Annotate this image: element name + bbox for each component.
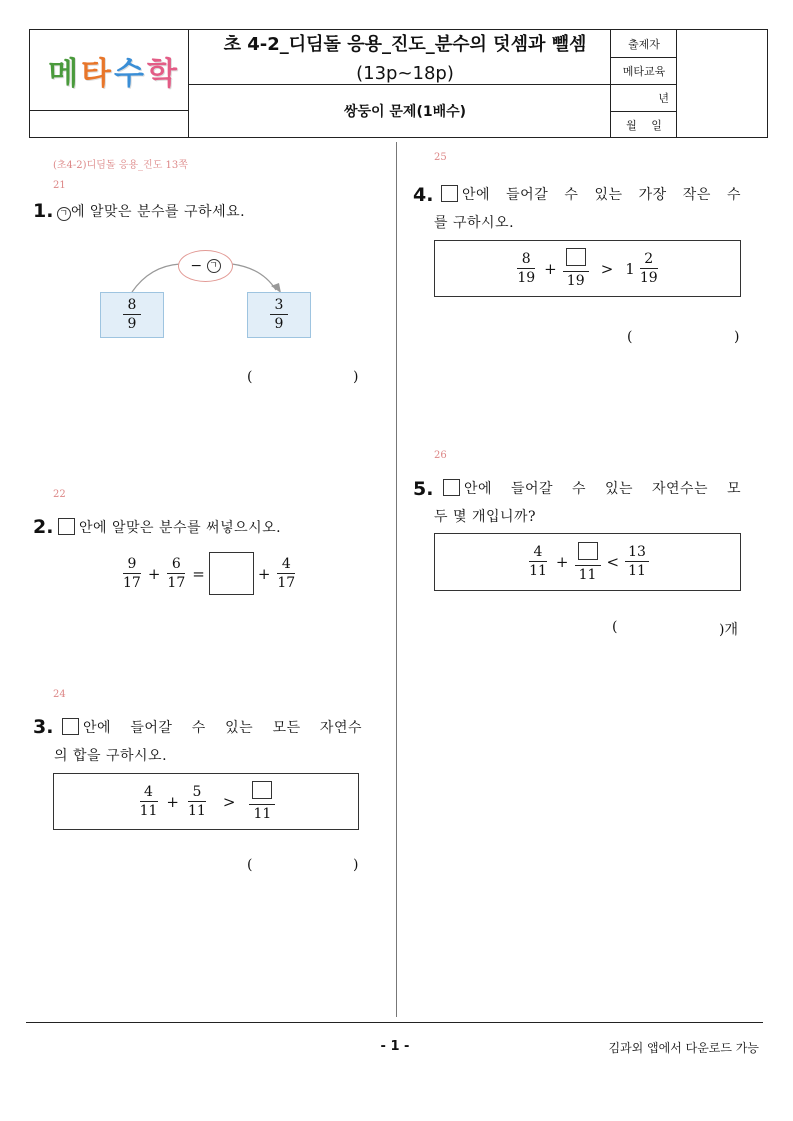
denominator: 17 (123, 574, 141, 591)
circled-giyeok-icon: ㄱ (57, 207, 71, 221)
author-label: 출제자 (628, 38, 660, 51)
denominator: 11 (139, 802, 158, 819)
comparison-operator: > (222, 792, 236, 811)
denominator: 11 (188, 802, 206, 819)
logo-char: 수 (114, 55, 145, 92)
logo-char: 학 (146, 55, 178, 92)
question-number: 4. (413, 184, 434, 206)
operation-oval (178, 250, 233, 282)
numerator: 13 (625, 545, 649, 562)
denominator: 11 (529, 563, 547, 579)
minus-sign: − (190, 258, 203, 274)
answer-box[interactable] (209, 552, 254, 595)
operator: + (166, 792, 179, 811)
download-note: 김과외 앱에서 다운로드 가능 (608, 1041, 759, 1055)
numerator: 8 (123, 298, 141, 315)
source-number: 26 (434, 450, 447, 461)
question-number: 1. (33, 200, 54, 222)
comparison-operator: > (600, 259, 614, 278)
question-text-line: 안에 들어갈 수 있는 모든 자연수 (83, 720, 362, 736)
operator: + (544, 259, 557, 278)
logo-char: 메 (48, 55, 80, 92)
year-label: 년 (658, 92, 669, 105)
denominator: 11 (253, 806, 272, 822)
blank-square-icon (58, 518, 75, 535)
question-text-line: 에 알맞은 분수를 구하세요. (71, 204, 246, 220)
denominator: 17 (167, 574, 186, 591)
question-text-line: 안에 알맞은 분수를 써넣으시오. (79, 520, 282, 536)
source-number: 25 (434, 152, 447, 163)
blank-square-icon (443, 479, 460, 496)
source-number: 21 (53, 180, 66, 191)
denominator: 9 (127, 316, 137, 332)
operator: + (147, 564, 161, 583)
question-text (62, 714, 362, 743)
equation-box (434, 240, 741, 297)
equation-box (53, 773, 359, 830)
whole-number: 1 (625, 259, 635, 278)
footer-divider (26, 1022, 763, 1023)
numerator: 6 (167, 557, 185, 574)
question-number: 5. (413, 478, 434, 500)
answer-open-paren: ( (612, 619, 618, 635)
page-title: 초 4-2_디딤돌 응용_진도_분수의 덧셈과 뺄셈 (223, 34, 587, 55)
numerator: 2 (640, 252, 658, 269)
question-text-line: 를 구하시오. (434, 215, 515, 231)
source-number: 24 (53, 689, 66, 700)
question-text-line: 두 몇 개입니까? (434, 509, 537, 525)
question-number: 2. (33, 516, 54, 538)
question-text-line: 안에 들어갈 수 있는 자연수는 모 (464, 481, 741, 497)
month-day-label: 월 일 (626, 119, 662, 132)
numerator: 5 (188, 785, 206, 802)
source-note: (초4-2)디딤돌 응용_진도 13쪽 (53, 160, 188, 171)
numerator: 4 (277, 557, 295, 574)
denominator: 11 (628, 563, 646, 579)
blank-square-icon (62, 718, 79, 735)
answer-close-paren: )개 (719, 622, 738, 638)
question-text (443, 475, 741, 504)
operator: = (192, 564, 205, 583)
equation (120, 552, 298, 595)
denominator: 19 (639, 269, 658, 286)
comparison-operator: < (606, 553, 620, 571)
numerator: 4 (529, 545, 547, 562)
operator: + (555, 553, 569, 571)
fraction-box-right (247, 292, 311, 338)
operator: + (257, 564, 271, 583)
question-text (58, 514, 281, 543)
denominator: 19 (566, 273, 585, 289)
equation-box (434, 533, 741, 591)
answer-close-paren: ) (734, 329, 740, 345)
denominator: 17 (277, 574, 296, 591)
question-text-line: 의 합을 구하시오. (54, 748, 168, 764)
source-number: 22 (53, 489, 66, 500)
denominator: 9 (274, 316, 284, 332)
answer-open-paren: ( (247, 857, 253, 873)
circled-giyeok-icon: ㄱ (207, 259, 221, 273)
page-title-range: (13p~18p) (356, 63, 454, 84)
blank-square-icon[interactable] (252, 781, 272, 799)
answer-close-paren: ) (353, 857, 359, 873)
answer-open-paren: ( (247, 369, 253, 385)
numerator: 9 (123, 557, 141, 574)
blank-square-icon (441, 185, 458, 202)
numerator: 3 (270, 298, 288, 315)
numerator: 8 (517, 252, 535, 269)
answer-open-paren: ( (627, 329, 633, 345)
denominator: 11 (578, 566, 597, 583)
blank-square-icon[interactable] (578, 542, 598, 560)
question-text-line: 안에 들어갈 수 있는 가장 작은 수 (462, 187, 741, 203)
arrow-diagram (0, 0, 400, 360)
question-text (441, 181, 741, 210)
page-subtitle: 쌍둥이 문제(1배수) (343, 104, 467, 120)
logo-char: 타 (81, 55, 112, 92)
author-value: 메타교육 (622, 65, 666, 78)
page-number: - 1 - (380, 1039, 410, 1054)
denominator: 19 (517, 269, 536, 286)
question-number: 3. (33, 716, 54, 738)
blank-square-icon[interactable] (566, 248, 586, 266)
numerator: 4 (140, 785, 158, 802)
answer-close-paren: ) (353, 369, 359, 385)
fraction-box-left (100, 292, 164, 338)
